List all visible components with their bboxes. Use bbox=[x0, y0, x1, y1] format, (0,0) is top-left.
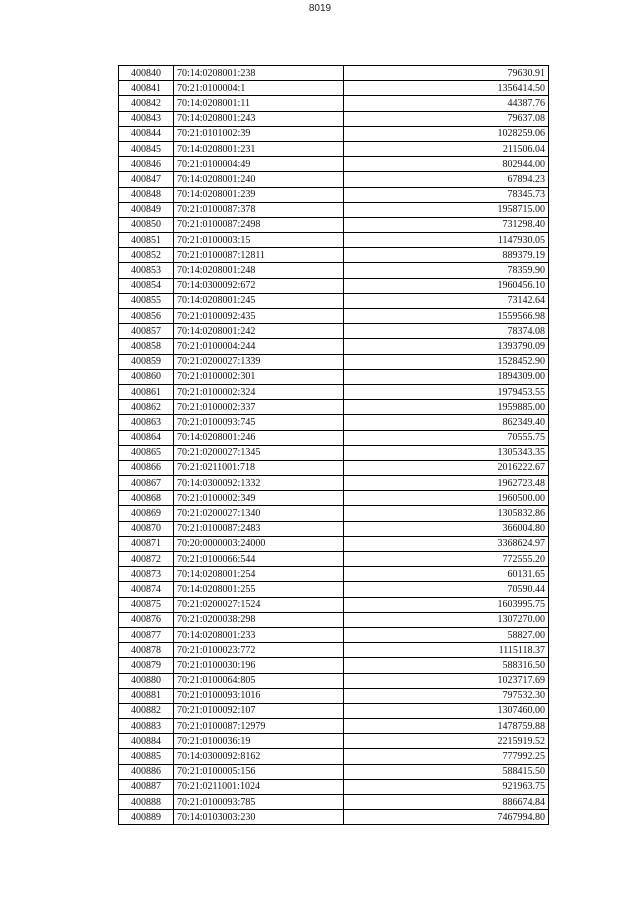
table-row bbox=[119, 263, 549, 278]
value-cell: 2016222.67 bbox=[344, 460, 549, 475]
value-cell: 797532.30 bbox=[344, 688, 549, 703]
cadastral-number-cell: 70:14:0208001:254 bbox=[174, 567, 344, 582]
row-number-cell: 400870 bbox=[119, 521, 174, 536]
row-number-cell: 400888 bbox=[119, 795, 174, 810]
cadastral-number-cell: 70:14:0208001:248 bbox=[174, 263, 344, 278]
table-row bbox=[119, 293, 549, 308]
value-cell: 7467994.80 bbox=[344, 810, 549, 825]
table-row bbox=[119, 795, 549, 810]
cadastral-number-cell: 70:21:0100087:12979 bbox=[174, 719, 344, 734]
cadastral-value-table bbox=[118, 65, 549, 825]
table-row bbox=[119, 810, 549, 825]
cadastral-number-cell: 70:21:0200027:1345 bbox=[174, 445, 344, 460]
value-cell: 772555.20 bbox=[344, 552, 549, 567]
value-cell: 78359.90 bbox=[344, 263, 549, 278]
table-row bbox=[119, 202, 549, 217]
value-cell: 1559566.98 bbox=[344, 309, 549, 324]
cadastral-number-cell: 70:14:0103003:230 bbox=[174, 810, 344, 825]
value-cell: 78374.08 bbox=[344, 324, 549, 339]
table-row bbox=[119, 309, 549, 324]
table-row bbox=[119, 339, 549, 354]
cadastral-number-cell: 70:21:0200027:1524 bbox=[174, 597, 344, 612]
cadastral-number-cell: 70:14:0208001:233 bbox=[174, 627, 344, 642]
cadastral-number-cell: 70:14:0208001:240 bbox=[174, 172, 344, 187]
value-cell: 921963.75 bbox=[344, 779, 549, 794]
row-number-cell: 400861 bbox=[119, 384, 174, 399]
cadastral-number-cell: 70:14:0300092:672 bbox=[174, 278, 344, 293]
table-row bbox=[119, 521, 549, 536]
row-number-cell: 400883 bbox=[119, 719, 174, 734]
row-number-cell: 400887 bbox=[119, 779, 174, 794]
table-row bbox=[119, 703, 549, 718]
cadastral-number-cell: 70:21:0100023:772 bbox=[174, 643, 344, 658]
row-number-cell: 400874 bbox=[119, 582, 174, 597]
row-number-cell: 400852 bbox=[119, 248, 174, 263]
row-number-cell: 400871 bbox=[119, 536, 174, 551]
cadastral-number-cell: 70:21:0100002:301 bbox=[174, 369, 344, 384]
value-cell: 886674.84 bbox=[344, 795, 549, 810]
cadastral-number-cell: 70:21:0100066:544 bbox=[174, 552, 344, 567]
table-body bbox=[119, 66, 549, 825]
row-number-cell: 400879 bbox=[119, 658, 174, 673]
table-row bbox=[119, 415, 549, 430]
cadastral-number-cell: 70:21:0100030:196 bbox=[174, 658, 344, 673]
table-row bbox=[119, 536, 549, 551]
row-number-cell: 400849 bbox=[119, 202, 174, 217]
cadastral-number-cell: 70:21:0100087:378 bbox=[174, 202, 344, 217]
table-row bbox=[119, 719, 549, 734]
table-row bbox=[119, 248, 549, 263]
table-row bbox=[119, 369, 549, 384]
value-cell: 70555.75 bbox=[344, 430, 549, 445]
row-number-cell: 400865 bbox=[119, 445, 174, 460]
row-number-cell: 400884 bbox=[119, 734, 174, 749]
cadastral-number-cell: 70:21:0100087:2498 bbox=[174, 217, 344, 232]
value-cell: 1958715.00 bbox=[344, 202, 549, 217]
table-row bbox=[119, 567, 549, 582]
value-cell: 1960500.00 bbox=[344, 491, 549, 506]
table-row bbox=[119, 217, 549, 232]
cadastral-number-cell: 70:21:0101002:39 bbox=[174, 126, 344, 141]
value-cell: 588415.50 bbox=[344, 764, 549, 779]
table-row bbox=[119, 491, 549, 506]
row-number-cell: 400878 bbox=[119, 643, 174, 658]
row-number-cell: 400840 bbox=[119, 66, 174, 81]
table-row bbox=[119, 111, 549, 126]
value-cell: 862349.40 bbox=[344, 415, 549, 430]
value-cell: 44387.76 bbox=[344, 96, 549, 111]
row-number-cell: 400854 bbox=[119, 278, 174, 293]
value-cell: 79630.91 bbox=[344, 66, 549, 81]
row-number-cell: 400876 bbox=[119, 612, 174, 627]
cadastral-number-cell: 70:14:0208001:238 bbox=[174, 66, 344, 81]
cadastral-number-cell: 70:21:0211001:718 bbox=[174, 460, 344, 475]
table-row bbox=[119, 749, 549, 764]
cadastral-number-cell: 70:14:0300092:8162 bbox=[174, 749, 344, 764]
row-number-cell: 400859 bbox=[119, 354, 174, 369]
value-cell: 1894309.00 bbox=[344, 369, 549, 384]
cadastral-number-cell: 70:21:0100036:19 bbox=[174, 734, 344, 749]
value-cell: 1979453.55 bbox=[344, 384, 549, 399]
table-row bbox=[119, 658, 549, 673]
row-number-cell: 400846 bbox=[119, 157, 174, 172]
table-row bbox=[119, 430, 549, 445]
value-cell: 1960456.10 bbox=[344, 278, 549, 293]
row-number-cell: 400844 bbox=[119, 126, 174, 141]
row-number-cell: 400845 bbox=[119, 141, 174, 156]
cadastral-number-cell: 70:14:0208001:243 bbox=[174, 111, 344, 126]
row-number-cell: 400882 bbox=[119, 703, 174, 718]
table-row bbox=[119, 460, 549, 475]
table-row bbox=[119, 141, 549, 156]
row-number-cell: 400850 bbox=[119, 217, 174, 232]
row-number-cell: 400856 bbox=[119, 309, 174, 324]
table-row bbox=[119, 81, 549, 96]
table-row bbox=[119, 627, 549, 642]
row-number-cell: 400881 bbox=[119, 688, 174, 703]
row-number-cell: 400886 bbox=[119, 764, 174, 779]
value-cell: 60131.65 bbox=[344, 567, 549, 582]
cadastral-number-cell: 70:21:0100004:1 bbox=[174, 81, 344, 96]
cadastral-number-cell: 70:14:0208001:245 bbox=[174, 293, 344, 308]
value-cell: 1307460.00 bbox=[344, 703, 549, 718]
value-cell: 78345.73 bbox=[344, 187, 549, 202]
cadastral-number-cell: 70:14:0208001:242 bbox=[174, 324, 344, 339]
row-number-cell: 400851 bbox=[119, 233, 174, 248]
cadastral-number-cell: 70:14:0208001:11 bbox=[174, 96, 344, 111]
cadastral-number-cell: 70:21:0100004:49 bbox=[174, 157, 344, 172]
value-cell: 889379.19 bbox=[344, 248, 549, 263]
row-number-cell: 400853 bbox=[119, 263, 174, 278]
value-cell: 777992.25 bbox=[344, 749, 549, 764]
table-row bbox=[119, 354, 549, 369]
row-number-cell: 400857 bbox=[119, 324, 174, 339]
table-row bbox=[119, 673, 549, 688]
cadastral-number-cell: 70:21:0200038:298 bbox=[174, 612, 344, 627]
table-row bbox=[119, 445, 549, 460]
table-row bbox=[119, 66, 549, 81]
cadastral-number-cell: 70:14:0208001:246 bbox=[174, 430, 344, 445]
cadastral-number-cell: 70:21:0100003:15 bbox=[174, 233, 344, 248]
table-row bbox=[119, 506, 549, 521]
table-row bbox=[119, 688, 549, 703]
value-cell: 1603995.75 bbox=[344, 597, 549, 612]
table-row bbox=[119, 384, 549, 399]
value-cell: 588316.50 bbox=[344, 658, 549, 673]
value-cell: 79637.08 bbox=[344, 111, 549, 126]
table-row bbox=[119, 612, 549, 627]
value-cell: 1962723.48 bbox=[344, 476, 549, 491]
row-number-cell: 400880 bbox=[119, 673, 174, 688]
value-cell: 2215919.52 bbox=[344, 734, 549, 749]
value-cell: 73142.64 bbox=[344, 293, 549, 308]
value-cell: 1959885.00 bbox=[344, 400, 549, 415]
table-row bbox=[119, 764, 549, 779]
cadastral-number-cell: 70:21:0100092:107 bbox=[174, 703, 344, 718]
value-cell: 211506.04 bbox=[344, 141, 549, 156]
row-number-cell: 400889 bbox=[119, 810, 174, 825]
row-number-cell: 400858 bbox=[119, 339, 174, 354]
row-number-cell: 400885 bbox=[119, 749, 174, 764]
value-cell: 3368624.97 bbox=[344, 536, 549, 551]
table-row bbox=[119, 552, 549, 567]
cadastral-number-cell: 70:14:0208001:255 bbox=[174, 582, 344, 597]
table-row bbox=[119, 643, 549, 658]
value-cell: 1023717.69 bbox=[344, 673, 549, 688]
cadastral-number-cell: 70:21:0100064:805 bbox=[174, 673, 344, 688]
row-number-cell: 400862 bbox=[119, 400, 174, 415]
cadastral-number-cell: 70:20:0000003:24000 bbox=[174, 536, 344, 551]
value-cell: 1478759.88 bbox=[344, 719, 549, 734]
table-row bbox=[119, 476, 549, 491]
cadastral-number-cell: 70:21:0100093:1016 bbox=[174, 688, 344, 703]
value-cell: 1356414.50 bbox=[344, 81, 549, 96]
cadastral-number-cell: 70:21:0100002:324 bbox=[174, 384, 344, 399]
value-cell: 366004.80 bbox=[344, 521, 549, 536]
table-row bbox=[119, 96, 549, 111]
cadastral-number-cell: 70:21:0100093:785 bbox=[174, 795, 344, 810]
cadastral-number-cell: 70:21:0100002:349 bbox=[174, 491, 344, 506]
cadastral-number-cell: 70:21:0200027:1339 bbox=[174, 354, 344, 369]
cadastral-number-cell: 70:21:0100087:12811 bbox=[174, 248, 344, 263]
value-cell: 70590.44 bbox=[344, 582, 549, 597]
table-row bbox=[119, 734, 549, 749]
value-cell: 1115118.37 bbox=[344, 643, 549, 658]
row-number-cell: 400869 bbox=[119, 506, 174, 521]
table-row bbox=[119, 779, 549, 794]
table-row bbox=[119, 172, 549, 187]
cadastral-number-cell: 70:14:0300092:1332 bbox=[174, 476, 344, 491]
table-row bbox=[119, 400, 549, 415]
row-number-cell: 400866 bbox=[119, 460, 174, 475]
cadastral-number-cell: 70:21:0211001:1024 bbox=[174, 779, 344, 794]
value-cell: 1393790.09 bbox=[344, 339, 549, 354]
value-cell: 1528452.90 bbox=[344, 354, 549, 369]
value-cell: 731298.40 bbox=[344, 217, 549, 232]
table-row bbox=[119, 582, 549, 597]
value-cell: 58827.00 bbox=[344, 627, 549, 642]
cadastral-number-cell: 70:21:0100004:244 bbox=[174, 339, 344, 354]
row-number-cell: 400867 bbox=[119, 476, 174, 491]
value-cell: 1305832.86 bbox=[344, 506, 549, 521]
row-number-cell: 400843 bbox=[119, 111, 174, 126]
cadastral-number-cell: 70:21:0100092:435 bbox=[174, 309, 344, 324]
value-cell: 1028259.06 bbox=[344, 126, 549, 141]
row-number-cell: 400875 bbox=[119, 597, 174, 612]
table-row bbox=[119, 278, 549, 293]
row-number-cell: 400842 bbox=[119, 96, 174, 111]
row-number-cell: 400872 bbox=[119, 552, 174, 567]
cadastral-number-cell: 70:21:0100002:337 bbox=[174, 400, 344, 415]
value-cell: 1307270.00 bbox=[344, 612, 549, 627]
row-number-cell: 400863 bbox=[119, 415, 174, 430]
row-number-cell: 400873 bbox=[119, 567, 174, 582]
table-row bbox=[119, 324, 549, 339]
table-row bbox=[119, 126, 549, 141]
cadastral-number-cell: 70:21:0200027:1340 bbox=[174, 506, 344, 521]
value-cell: 802944.00 bbox=[344, 157, 549, 172]
cadastral-number-cell: 70:14:0208001:239 bbox=[174, 187, 344, 202]
value-cell: 1305343.35 bbox=[344, 445, 549, 460]
cadastral-number-cell: 70:14:0208001:231 bbox=[174, 141, 344, 156]
row-number-cell: 400841 bbox=[119, 81, 174, 96]
table-row bbox=[119, 233, 549, 248]
row-number-cell: 400868 bbox=[119, 491, 174, 506]
row-number-cell: 400855 bbox=[119, 293, 174, 308]
page-number: 8019 bbox=[308, 3, 332, 14]
value-cell: 1147930.05 bbox=[344, 233, 549, 248]
value-cell: 67894.23 bbox=[344, 172, 549, 187]
row-number-cell: 400847 bbox=[119, 172, 174, 187]
row-number-cell: 400848 bbox=[119, 187, 174, 202]
cadastral-number-cell: 70:21:0100005:156 bbox=[174, 764, 344, 779]
row-number-cell: 400860 bbox=[119, 369, 174, 384]
table-row bbox=[119, 157, 549, 172]
row-number-cell: 400877 bbox=[119, 627, 174, 642]
table-row bbox=[119, 187, 549, 202]
cadastral-number-cell: 70:21:0100087:2483 bbox=[174, 521, 344, 536]
table-row bbox=[119, 597, 549, 612]
row-number-cell: 400864 bbox=[119, 430, 174, 445]
cadastral-number-cell: 70:21:0100093:745 bbox=[174, 415, 344, 430]
